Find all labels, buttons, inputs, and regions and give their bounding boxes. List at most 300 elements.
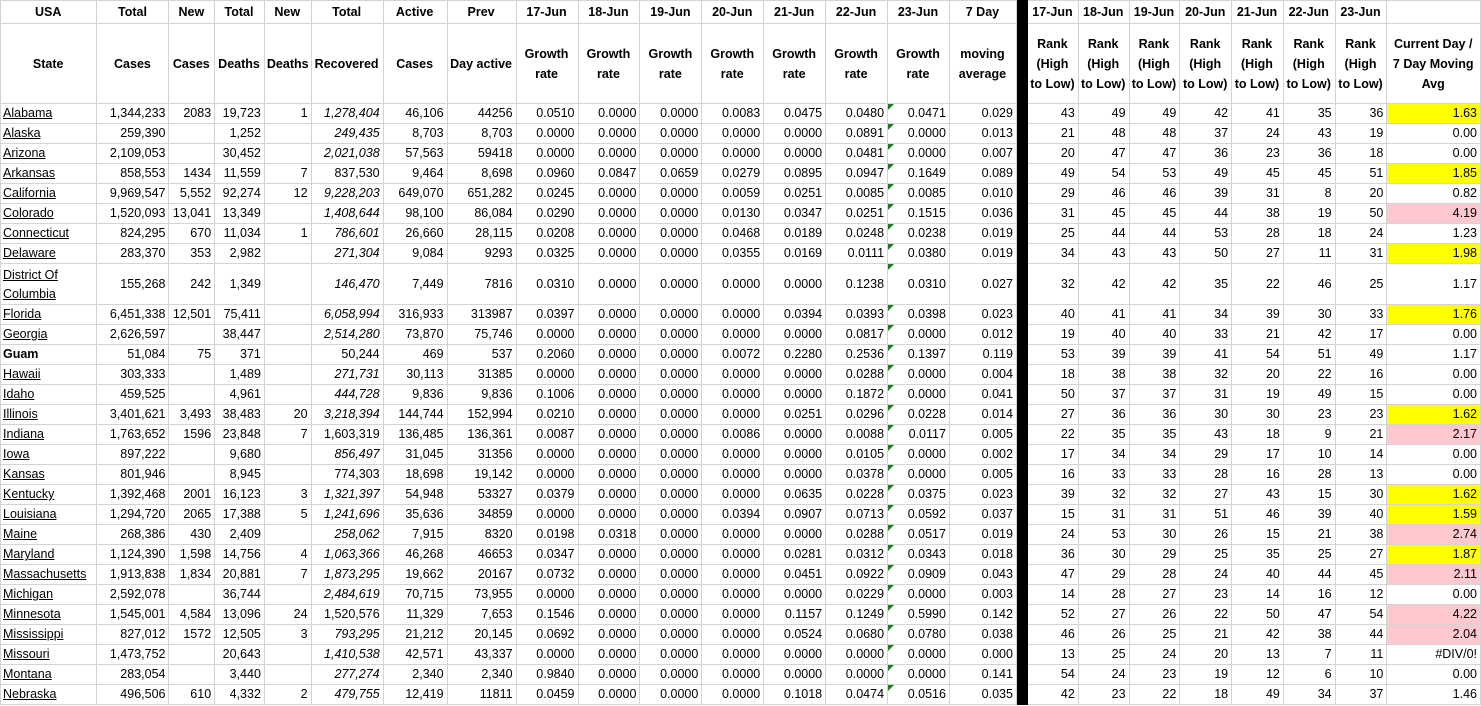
- growth-rate-cell[interactable]: 0.0296: [826, 405, 888, 425]
- moving-average-cell[interactable]: 0.027: [949, 264, 1016, 305]
- prev-day-active-cell[interactable]: 7,653: [447, 605, 516, 625]
- prev-day-active-cell[interactable]: 59418: [447, 144, 516, 164]
- growth-rate-cell[interactable]: 0.0000: [764, 645, 826, 665]
- current-vs-avg-cell[interactable]: 1.76: [1387, 305, 1481, 325]
- new-cases-cell[interactable]: 1572: [169, 625, 215, 645]
- growth-rate-cell[interactable]: 0.0481: [826, 144, 888, 164]
- rank-cell[interactable]: 21: [1180, 625, 1232, 645]
- state-link[interactable]: Iowa: [1, 445, 97, 465]
- total-cases-cell[interactable]: 858,553: [97, 164, 169, 184]
- column-header[interactable]: USA: [1, 1, 97, 24]
- rank-cell[interactable]: 8: [1283, 184, 1335, 204]
- column-header[interactable]: 23-Jun: [888, 1, 950, 24]
- growth-rate-cell[interactable]: 0.0909: [888, 565, 950, 585]
- prev-day-active-cell[interactable]: 31356: [447, 445, 516, 465]
- rank-cell[interactable]: 49: [1129, 104, 1180, 124]
- growth-rate-cell[interactable]: 0.1018: [764, 685, 826, 705]
- state-link[interactable]: Massachusetts: [1, 565, 97, 585]
- column-separator[interactable]: [1016, 605, 1027, 625]
- rank-cell[interactable]: 13: [1232, 645, 1284, 665]
- growth-rate-cell[interactable]: 0.0000: [702, 585, 764, 605]
- growth-rate-cell[interactable]: 0.0000: [640, 405, 702, 425]
- rank-cell[interactable]: 30: [1335, 485, 1387, 505]
- growth-rate-cell[interactable]: 0.0111: [826, 244, 888, 264]
- active-cases-cell[interactable]: 12,419: [383, 685, 447, 705]
- growth-rate-cell[interactable]: 0.0659: [640, 164, 702, 184]
- rank-cell[interactable]: 11: [1283, 244, 1335, 264]
- recovered-cell[interactable]: 249,435: [311, 124, 383, 144]
- growth-rate-cell[interactable]: 0.0960: [516, 164, 578, 184]
- rank-cell[interactable]: 10: [1283, 445, 1335, 465]
- new-cases-cell[interactable]: 1434: [169, 164, 215, 184]
- rank-cell[interactable]: 35: [1232, 545, 1284, 565]
- rank-cell[interactable]: 28: [1283, 465, 1335, 485]
- recovered-cell[interactable]: 1,321,397: [311, 485, 383, 505]
- moving-average-cell[interactable]: 0.043: [949, 565, 1016, 585]
- rank-cell[interactable]: 46: [1232, 505, 1284, 525]
- rank-cell[interactable]: 26: [1129, 605, 1180, 625]
- rank-cell[interactable]: 29: [1129, 545, 1180, 565]
- growth-rate-cell[interactable]: 0.0000: [578, 445, 640, 465]
- growth-rate-cell[interactable]: 0.0000: [640, 365, 702, 385]
- growth-rate-cell[interactable]: 0.0000: [888, 124, 950, 144]
- growth-rate-cell[interactable]: 0.0000: [888, 665, 950, 685]
- moving-average-cell[interactable]: 0.004: [949, 365, 1016, 385]
- growth-rate-cell[interactable]: 0.0000: [516, 505, 578, 525]
- rank-cell[interactable]: 24: [1078, 665, 1129, 685]
- column-separator[interactable]: [1016, 224, 1027, 244]
- total-deaths-cell[interactable]: 3,440: [215, 665, 265, 685]
- moving-average-cell[interactable]: 0.018: [949, 545, 1016, 565]
- new-deaths-cell[interactable]: [264, 645, 311, 665]
- growth-rate-cell[interactable]: 0.0000: [640, 124, 702, 144]
- rank-cell[interactable]: 47: [1283, 605, 1335, 625]
- column-header[interactable]: Recovered: [311, 24, 383, 104]
- rank-cell[interactable]: 42: [1129, 264, 1180, 305]
- recovered-cell[interactable]: 1,408,644: [311, 204, 383, 224]
- growth-rate-cell[interactable]: 0.0000: [702, 685, 764, 705]
- column-header[interactable]: Rank (High to Low): [1028, 24, 1079, 104]
- active-cases-cell[interactable]: 7,449: [383, 264, 447, 305]
- column-separator[interactable]: [1016, 665, 1027, 685]
- new-deaths-cell[interactable]: [264, 264, 311, 305]
- growth-rate-cell[interactable]: 0.0000: [764, 465, 826, 485]
- new-cases-cell[interactable]: 353: [169, 244, 215, 264]
- growth-rate-cell[interactable]: 0.0000: [702, 485, 764, 505]
- recovered-cell[interactable]: 479,755: [311, 685, 383, 705]
- growth-rate-cell[interactable]: 0.0000: [640, 264, 702, 305]
- growth-rate-cell[interactable]: 0.0085: [826, 184, 888, 204]
- growth-rate-cell[interactable]: 0.0000: [640, 685, 702, 705]
- recovered-cell[interactable]: 258,062: [311, 525, 383, 545]
- column-header[interactable]: Total: [97, 1, 169, 24]
- column-separator[interactable]: [1016, 685, 1027, 705]
- growth-rate-cell[interactable]: 0.0468: [702, 224, 764, 244]
- growth-rate-cell[interactable]: 0.0229: [826, 585, 888, 605]
- new-deaths-cell[interactable]: 20: [264, 405, 311, 425]
- rank-cell[interactable]: 22: [1232, 264, 1284, 305]
- growth-rate-cell[interactable]: 0.0378: [826, 465, 888, 485]
- total-cases-cell[interactable]: 1,913,838: [97, 565, 169, 585]
- prev-day-active-cell[interactable]: 11811: [447, 685, 516, 705]
- total-cases-cell[interactable]: 9,969,547: [97, 184, 169, 204]
- prev-day-active-cell[interactable]: 44256: [447, 104, 516, 124]
- rank-cell[interactable]: 16: [1283, 585, 1335, 605]
- growth-rate-cell[interactable]: 0.0189: [764, 224, 826, 244]
- rank-cell[interactable]: 42: [1180, 104, 1232, 124]
- growth-rate-cell[interactable]: 0.0347: [516, 545, 578, 565]
- new-deaths-cell[interactable]: [264, 465, 311, 485]
- current-vs-avg-cell[interactable]: 2.17: [1387, 425, 1481, 445]
- column-header[interactable]: 20-Jun: [1180, 1, 1232, 24]
- rank-cell[interactable]: 28: [1129, 565, 1180, 585]
- rank-cell[interactable]: 25: [1028, 224, 1079, 244]
- rank-cell[interactable]: 16: [1232, 465, 1284, 485]
- active-cases-cell[interactable]: 31,045: [383, 445, 447, 465]
- growth-rate-cell[interactable]: 0.0000: [578, 425, 640, 445]
- column-separator[interactable]: [1016, 585, 1027, 605]
- column-header[interactable]: Rank (High to Low): [1078, 24, 1129, 104]
- growth-rate-cell[interactable]: 0.0000: [888, 365, 950, 385]
- rank-cell[interactable]: 33: [1129, 465, 1180, 485]
- moving-average-cell[interactable]: 0.003: [949, 585, 1016, 605]
- growth-rate-cell[interactable]: 0.0000: [578, 565, 640, 585]
- moving-average-cell[interactable]: 0.035: [949, 685, 1016, 705]
- growth-rate-cell[interactable]: 0.0000: [888, 325, 950, 345]
- prev-day-active-cell[interactable]: 9,836: [447, 385, 516, 405]
- active-cases-cell[interactable]: 2,340: [383, 665, 447, 685]
- column-header[interactable]: Growth rate: [578, 24, 640, 104]
- state-link[interactable]: Idaho: [1, 385, 97, 405]
- growth-rate-cell[interactable]: 0.1649: [888, 164, 950, 184]
- recovered-cell[interactable]: 774,303: [311, 465, 383, 485]
- total-cases-cell[interactable]: 496,506: [97, 685, 169, 705]
- growth-rate-cell[interactable]: 0.0310: [516, 264, 578, 305]
- growth-rate-cell[interactable]: 0.0510: [516, 104, 578, 124]
- growth-rate-cell[interactable]: 0.0000: [640, 625, 702, 645]
- state-link[interactable]: Delaware: [1, 244, 97, 264]
- rank-cell[interactable]: 54: [1028, 665, 1079, 685]
- rank-cell[interactable]: 22: [1180, 605, 1232, 625]
- state-link[interactable]: Hawaii: [1, 365, 97, 385]
- rank-cell[interactable]: 19: [1335, 124, 1387, 144]
- rank-cell[interactable]: 30: [1078, 545, 1129, 565]
- rank-cell[interactable]: 51: [1283, 345, 1335, 365]
- rank-cell[interactable]: 33: [1078, 465, 1129, 485]
- total-cases-cell[interactable]: 1,520,093: [97, 204, 169, 224]
- active-cases-cell[interactable]: 136,485: [383, 425, 447, 445]
- rank-cell[interactable]: 44: [1078, 224, 1129, 244]
- rank-cell[interactable]: 31: [1078, 505, 1129, 525]
- growth-rate-cell[interactable]: 0.1238: [826, 264, 888, 305]
- prev-day-active-cell[interactable]: 86,084: [447, 204, 516, 224]
- moving-average-cell[interactable]: 0.012: [949, 325, 1016, 345]
- new-deaths-cell[interactable]: 5: [264, 505, 311, 525]
- total-cases-cell[interactable]: 827,012: [97, 625, 169, 645]
- rank-cell[interactable]: 16: [1335, 365, 1387, 385]
- rank-cell[interactable]: 25: [1335, 264, 1387, 305]
- new-cases-cell[interactable]: 242: [169, 264, 215, 305]
- growth-rate-cell[interactable]: 0.0117: [888, 425, 950, 445]
- growth-rate-cell[interactable]: 0.0000: [640, 224, 702, 244]
- growth-rate-cell[interactable]: 0.0000: [578, 405, 640, 425]
- total-deaths-cell[interactable]: 12,505: [215, 625, 265, 645]
- current-vs-avg-cell[interactable]: 0.00: [1387, 465, 1481, 485]
- rank-cell[interactable]: 39: [1078, 345, 1129, 365]
- new-deaths-cell[interactable]: 7: [264, 565, 311, 585]
- new-cases-cell[interactable]: 1596: [169, 425, 215, 445]
- growth-rate-cell[interactable]: 0.0000: [640, 244, 702, 264]
- growth-rate-cell[interactable]: 0.0000: [702, 365, 764, 385]
- rank-cell[interactable]: 45: [1129, 204, 1180, 224]
- rank-cell[interactable]: 9: [1283, 425, 1335, 445]
- new-cases-cell[interactable]: [169, 365, 215, 385]
- rank-cell[interactable]: 17: [1335, 325, 1387, 345]
- column-header[interactable]: Total: [311, 1, 383, 24]
- growth-rate-cell[interactable]: 0.0516: [888, 685, 950, 705]
- current-vs-avg-cell[interactable]: 0.00: [1387, 445, 1481, 465]
- state-link[interactable]: Kentucky: [1, 485, 97, 505]
- growth-rate-cell[interactable]: 0.0000: [578, 184, 640, 204]
- current-vs-avg-cell[interactable]: 4.22: [1387, 605, 1481, 625]
- total-cases-cell[interactable]: 1,473,752: [97, 645, 169, 665]
- growth-rate-cell[interactable]: 0.0000: [640, 325, 702, 345]
- growth-rate-cell[interactable]: 0.0198: [516, 525, 578, 545]
- growth-rate-cell[interactable]: 0.0000: [640, 485, 702, 505]
- growth-rate-cell[interactable]: 0.0000: [640, 565, 702, 585]
- growth-rate-cell[interactable]: 0.0000: [516, 365, 578, 385]
- new-deaths-cell[interactable]: 24: [264, 605, 311, 625]
- rank-cell[interactable]: 19: [1232, 385, 1284, 405]
- new-cases-cell[interactable]: [169, 585, 215, 605]
- rank-cell[interactable]: 43: [1232, 485, 1284, 505]
- column-separator[interactable]: [1016, 565, 1027, 585]
- rank-cell[interactable]: 49: [1078, 104, 1129, 124]
- rank-cell[interactable]: 36: [1180, 144, 1232, 164]
- column-separator[interactable]: [1016, 184, 1027, 204]
- total-cases-cell[interactable]: 6,451,338: [97, 305, 169, 325]
- growth-rate-cell[interactable]: 0.0000: [578, 224, 640, 244]
- growth-rate-cell[interactable]: 0.0000: [826, 645, 888, 665]
- current-vs-avg-cell[interactable]: 1.63: [1387, 104, 1481, 124]
- recovered-cell[interactable]: 1,241,696: [311, 505, 383, 525]
- rank-cell[interactable]: 40: [1129, 325, 1180, 345]
- rank-cell[interactable]: 36: [1335, 104, 1387, 124]
- growth-rate-cell[interactable]: 0.0087: [516, 425, 578, 445]
- growth-rate-cell[interactable]: 0.0072: [702, 345, 764, 365]
- rank-cell[interactable]: 42: [1028, 685, 1079, 705]
- growth-rate-cell[interactable]: 0.0394: [764, 305, 826, 325]
- current-vs-avg-cell[interactable]: 1.98: [1387, 244, 1481, 264]
- rank-cell[interactable]: 23: [1232, 144, 1284, 164]
- total-cases-cell[interactable]: 2,626,597: [97, 325, 169, 345]
- column-separator[interactable]: [1016, 405, 1027, 425]
- growth-rate-cell[interactable]: 0.0000: [888, 465, 950, 485]
- rank-cell[interactable]: 23: [1180, 585, 1232, 605]
- state-link[interactable]: Connecticut: [1, 224, 97, 244]
- total-deaths-cell[interactable]: 13,096: [215, 605, 265, 625]
- prev-day-active-cell[interactable]: 651,282: [447, 184, 516, 204]
- column-separator[interactable]: [1016, 204, 1027, 224]
- rank-cell[interactable]: 15: [1232, 525, 1284, 545]
- rank-cell[interactable]: 32: [1028, 264, 1079, 305]
- rank-cell[interactable]: 34: [1180, 305, 1232, 325]
- growth-rate-cell[interactable]: 0.0000: [764, 124, 826, 144]
- growth-rate-cell[interactable]: 0.0312: [826, 545, 888, 565]
- current-vs-avg-cell[interactable]: 0.00: [1387, 325, 1481, 345]
- active-cases-cell[interactable]: 30,113: [383, 365, 447, 385]
- state-link[interactable]: Kansas: [1, 465, 97, 485]
- growth-rate-cell[interactable]: 0.0000: [578, 605, 640, 625]
- rank-cell[interactable]: 42: [1283, 325, 1335, 345]
- growth-rate-cell[interactable]: 0.0000: [516, 325, 578, 345]
- growth-rate-cell[interactable]: 0.0000: [578, 325, 640, 345]
- growth-rate-cell[interactable]: 0.0000: [640, 104, 702, 124]
- rank-cell[interactable]: 39: [1129, 345, 1180, 365]
- rank-cell[interactable]: 32: [1078, 485, 1129, 505]
- rank-cell[interactable]: 50: [1335, 204, 1387, 224]
- rank-cell[interactable]: 53: [1078, 525, 1129, 545]
- rank-cell[interactable]: 23: [1078, 685, 1129, 705]
- state-link[interactable]: Montana: [1, 665, 97, 685]
- rank-cell[interactable]: 27: [1335, 545, 1387, 565]
- rank-cell[interactable]: 35: [1283, 104, 1335, 124]
- state-link[interactable]: District Of Columbia: [1, 264, 97, 305]
- column-header[interactable]: Growth rate: [888, 24, 950, 104]
- growth-rate-cell[interactable]: 0.0000: [640, 465, 702, 485]
- prev-day-active-cell[interactable]: 73,955: [447, 585, 516, 605]
- column-header[interactable]: moving average: [949, 24, 1016, 104]
- moving-average-cell[interactable]: 0.013: [949, 124, 1016, 144]
- prev-day-active-cell[interactable]: 28,115: [447, 224, 516, 244]
- recovered-cell[interactable]: 9,228,203: [311, 184, 383, 204]
- rank-cell[interactable]: 49: [1232, 685, 1284, 705]
- growth-rate-cell[interactable]: 0.0394: [702, 505, 764, 525]
- rank-cell[interactable]: 36: [1283, 144, 1335, 164]
- rank-cell[interactable]: 28: [1232, 224, 1284, 244]
- growth-rate-cell[interactable]: 0.0000: [578, 685, 640, 705]
- rank-cell[interactable]: 40: [1232, 565, 1284, 585]
- prev-day-active-cell[interactable]: 31385: [447, 365, 516, 385]
- rank-cell[interactable]: 46: [1129, 184, 1180, 204]
- moving-average-cell[interactable]: 0.005: [949, 465, 1016, 485]
- column-header[interactable]: Deaths: [215, 24, 265, 104]
- moving-average-cell[interactable]: 0.014: [949, 405, 1016, 425]
- active-cases-cell[interactable]: 144,744: [383, 405, 447, 425]
- rank-cell[interactable]: 19: [1028, 325, 1079, 345]
- active-cases-cell[interactable]: 54,948: [383, 485, 447, 505]
- prev-day-active-cell[interactable]: 20,145: [447, 625, 516, 645]
- growth-rate-cell[interactable]: 0.0397: [516, 305, 578, 325]
- column-header[interactable]: Cases: [383, 24, 447, 104]
- active-cases-cell[interactable]: 42,571: [383, 645, 447, 665]
- growth-rate-cell[interactable]: 0.0732: [516, 565, 578, 585]
- rank-cell[interactable]: 39: [1180, 184, 1232, 204]
- rank-cell[interactable]: 39: [1232, 305, 1284, 325]
- current-vs-avg-cell[interactable]: 1.59: [1387, 505, 1481, 525]
- rank-cell[interactable]: 11: [1335, 645, 1387, 665]
- growth-rate-cell[interactable]: 0.0000: [640, 545, 702, 565]
- growth-rate-cell[interactable]: 0.0000: [764, 585, 826, 605]
- column-header[interactable]: 19-Jun: [1129, 1, 1180, 24]
- total-deaths-cell[interactable]: 1,489: [215, 365, 265, 385]
- rank-cell[interactable]: 23: [1335, 405, 1387, 425]
- growth-rate-cell[interactable]: 0.0000: [578, 385, 640, 405]
- column-header[interactable]: 22-Jun: [826, 1, 888, 24]
- column-separator[interactable]: [1016, 625, 1027, 645]
- moving-average-cell[interactable]: 0.023: [949, 485, 1016, 505]
- growth-rate-cell[interactable]: 0.0000: [640, 445, 702, 465]
- current-vs-avg-cell[interactable]: 1.17: [1387, 264, 1481, 305]
- new-cases-cell[interactable]: 2001: [169, 485, 215, 505]
- column-separator[interactable]: [1016, 545, 1027, 565]
- growth-rate-cell[interactable]: 0.0000: [640, 184, 702, 204]
- growth-rate-cell[interactable]: 0.0000: [516, 585, 578, 605]
- rank-cell[interactable]: 17: [1028, 445, 1079, 465]
- current-vs-avg-cell[interactable]: 1.62: [1387, 405, 1481, 425]
- growth-rate-cell[interactable]: 0.0000: [826, 665, 888, 685]
- rank-cell[interactable]: 29: [1180, 445, 1232, 465]
- growth-rate-cell[interactable]: 0.0343: [888, 545, 950, 565]
- growth-rate-cell[interactable]: 0.0692: [516, 625, 578, 645]
- current-vs-avg-cell[interactable]: 0.00: [1387, 665, 1481, 685]
- growth-rate-cell[interactable]: 0.1515: [888, 204, 950, 224]
- recovered-cell[interactable]: 1,603,319: [311, 425, 383, 445]
- growth-rate-cell[interactable]: 0.1249: [826, 605, 888, 625]
- rank-cell[interactable]: 30: [1283, 305, 1335, 325]
- rank-cell[interactable]: 18: [1180, 685, 1232, 705]
- new-deaths-cell[interactable]: 1: [264, 104, 311, 124]
- rank-cell[interactable]: 50: [1180, 244, 1232, 264]
- column-header[interactable]: Prev: [447, 1, 516, 24]
- recovered-cell[interactable]: 277,274: [311, 665, 383, 685]
- growth-rate-cell[interactable]: 0.0105: [826, 445, 888, 465]
- column-separator[interactable]: [1016, 24, 1027, 104]
- active-cases-cell[interactable]: 46,106: [383, 104, 447, 124]
- growth-rate-cell[interactable]: 0.0059: [702, 184, 764, 204]
- current-vs-avg-cell[interactable]: 0.82: [1387, 184, 1481, 204]
- rank-cell[interactable]: 31: [1180, 385, 1232, 405]
- growth-rate-cell[interactable]: 0.0895: [764, 164, 826, 184]
- prev-day-active-cell[interactable]: 34859: [447, 505, 516, 525]
- rank-cell[interactable]: 29: [1078, 565, 1129, 585]
- column-header[interactable]: State: [1, 24, 97, 104]
- growth-rate-cell[interactable]: 0.0000: [764, 365, 826, 385]
- column-header[interactable]: New: [264, 1, 311, 24]
- rank-cell[interactable]: 44: [1335, 625, 1387, 645]
- growth-rate-cell[interactable]: 0.0000: [640, 645, 702, 665]
- active-cases-cell[interactable]: 57,563: [383, 144, 447, 164]
- rank-cell[interactable]: 49: [1180, 164, 1232, 184]
- rank-cell[interactable]: 47: [1028, 565, 1079, 585]
- prev-day-active-cell[interactable]: 75,746: [447, 325, 516, 345]
- total-cases-cell[interactable]: 268,386: [97, 525, 169, 545]
- prev-day-active-cell[interactable]: 7816: [447, 264, 516, 305]
- growth-rate-cell[interactable]: 0.0000: [888, 385, 950, 405]
- rank-cell[interactable]: 34: [1078, 445, 1129, 465]
- column-header[interactable]: 18-Jun: [1078, 1, 1129, 24]
- state-link[interactable]: Minnesota: [1, 605, 97, 625]
- rank-cell[interactable]: 38: [1078, 365, 1129, 385]
- state-link[interactable]: Alabama: [1, 104, 97, 124]
- current-vs-avg-cell[interactable]: 4.19: [1387, 204, 1481, 224]
- new-deaths-cell[interactable]: 12: [264, 184, 311, 204]
- prev-day-active-cell[interactable]: 8,703: [447, 124, 516, 144]
- active-cases-cell[interactable]: 316,933: [383, 305, 447, 325]
- rank-cell[interactable]: 21: [1283, 525, 1335, 545]
- new-cases-cell[interactable]: 4,584: [169, 605, 215, 625]
- current-vs-avg-cell[interactable]: 1.23: [1387, 224, 1481, 244]
